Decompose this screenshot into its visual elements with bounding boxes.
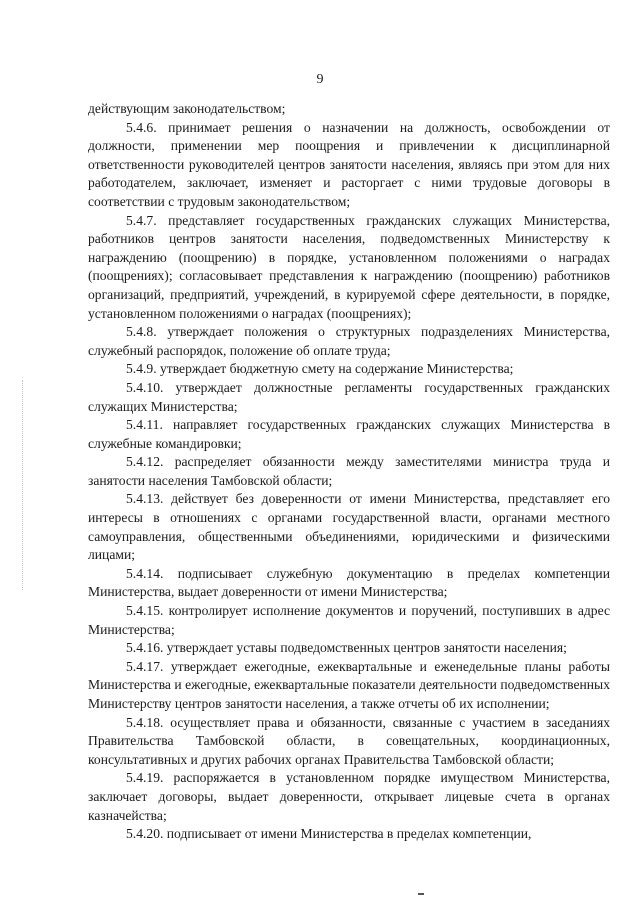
margin-scan-artifact [22, 380, 31, 590]
paragraph-5-4-20: 5.4.20. подписывает от имени Министерства в пределах компетенции, [126, 826, 532, 842]
paragraph-5-4-11: 5.4.11. направляет государственных гражданских служащих Министерства в служебные командировки; [88, 417, 610, 451]
paragraph-5-4-8: 5.4.8. утверждает положения о структурных подразделениях Министерства, служебный распорядок, положение об оплате труда; [88, 324, 610, 358]
paragraph-5-4-10: 5.4.10. утверждает должностные регламенты государственных гражданских служащих Министерства; [88, 379, 610, 414]
paragraph-5-4-15: 5.4.15. контролирует исполнение документов и поручений, поступивших в адрес Министерства; [88, 603, 610, 637]
paragraph-5-4-14: 5.4.14. подписывает служебную документацию в пределах компетенции Министерства, выдает доверенности от имени Министерства; [88, 565, 610, 600]
paragraph-5-4-6: 5.4.6. принимает решения о назначении на должность, освобождении от должности, применении мер поощрения и привлечении к дисциплинарной ответственности руководителей центров занятости населения, являясь при этом для них работодателем, заключает, изменяет и расторгает с ними трудовые договоры в соответствии с трудовым законодательством; [88, 119, 610, 209]
paragraph-5-4-9: 5.4.9. утверждает бюджетную смету на содержание Министерства; [126, 361, 514, 377]
page-number: 9 [316, 72, 324, 87]
paragraph-continuation: действующим законодательством; [88, 101, 286, 116]
paragraph-5-4-19: 5.4.19. распоряжается в установленном порядке имуществом Министерства, заключает договоры, выдает доверенности, открывает лицевые счета в органах казначейства; [88, 770, 610, 823]
paragraph-5-4-16: 5.4.16. утверждает уставы подведомственных центров занятости населения; [126, 640, 567, 656]
paragraph-5-4-18: 5.4.18. осуществляет права и обязанности, связанные с участием в заседаниях Правительства Тамбовской области, в совещательных, координационных, консультативных и других рабочих органах Правительства Тамбовской области; [88, 714, 610, 767]
paragraph-5-4-13: 5.4.13. действует без доверенности от имени Министерства, представляет его интересы в отношениях с органами государственной власти, органами местного самоуправления, общественными объединениями, юридическими и физическими лицами; [88, 491, 610, 563]
scan-dot-artifact [418, 893, 424, 895]
document-body [88, 100, 610, 844]
paragraph-5-4-7: 5.4.7. представляет государственных гражданских служащих Министерства, работников центров занятости населения, подведомственных Министерству к награждению (поощрению) в порядке, установленном положениями о наградах (поощрениях); согласовывает представления к награждению (поощрению) работников организаций, предприятий, учреждений, в курируемой сфере деятельности, в порядке, установленном положениями о наградах (поощрениях); [88, 212, 610, 321]
paragraph-5-4-12: 5.4.12. распределяет обязанности между заместителями министра труда и занятости населения Тамбовской области; [88, 454, 610, 488]
paragraph-5-4-17: 5.4.17. утверждает ежегодные, ежеквартальные и еженедельные планы работы Министерства и ежегодные, ежеквартальные показатели деятельности подведомственных Министерству центров занятости населения, а также отчеты об их исполнении; [88, 658, 610, 711]
